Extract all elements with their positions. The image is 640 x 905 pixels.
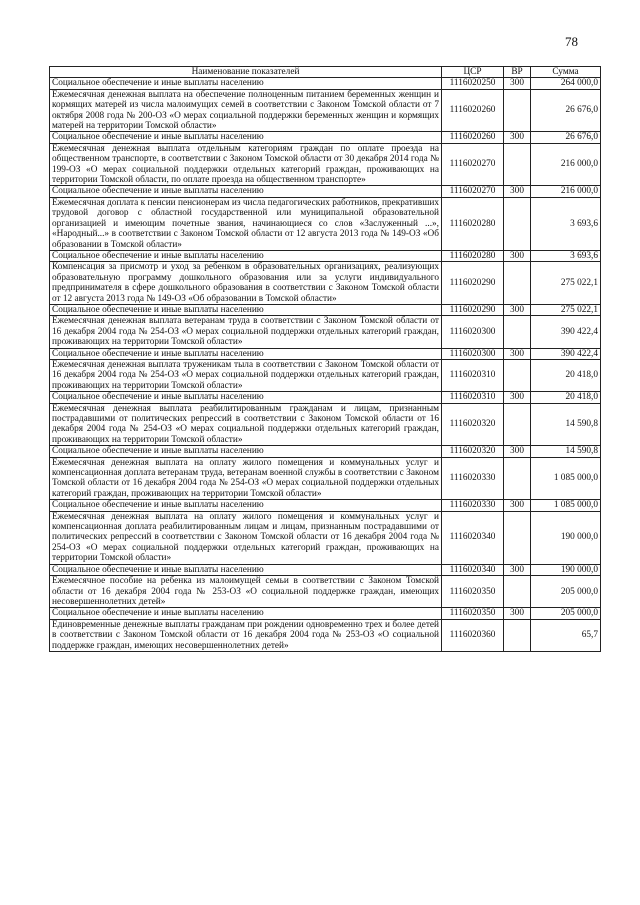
row-csr-cell: 1116020320 [442,446,504,457]
row-name-cell: Ежемесячная денежная выплата труженикам тыла в соответствии с Законом Томской области от 16 декабря 2004 года № 254-ОЗ «О мерах социальной поддержки отдельных категорий граждан, проживающих на территории Томской области» [50,359,442,391]
table-row [50,576,601,608]
row-csr-cell: 1116020260 [442,89,504,132]
table-row [50,500,601,511]
row-csr-cell: 1116020350 [442,608,504,619]
row-sum-cell: 26 676,0 [531,132,601,143]
row-sum-cell: 275 022,1 [531,304,601,315]
row-name-cell: Социальное обеспечение и иные выплаты населению [50,348,442,359]
table-header-row [50,67,601,78]
table-row [50,304,601,315]
table-row [50,608,601,619]
row-sum-cell: 190 000,0 [531,564,601,575]
row-sum-cell: 216 000,0 [531,186,601,197]
row-sum-cell: 1 085 000,0 [531,500,601,511]
row-csr-cell: 1116020360 [442,619,504,651]
row-vr-cell [504,359,531,391]
row-sum-cell: 216 000,0 [531,143,601,186]
row-csr-cell: 1116020270 [442,143,504,186]
row-name-cell: Социальное обеспечение и иные выплаты населению [50,78,442,89]
row-vr-cell: 300 [504,250,531,261]
header-name: Наименование показателей [50,67,442,78]
row-name-cell: Компенсация за присмотр и уход за ребенком в образовательных организациях, реализующих образовательную программу дошкольного образования или за услуги индивидуального предпринимателя в сфере дошкольного образования в соответствии с Законом Томской области от 12 августа 2013 года № 149-ОЗ «Об образовании в Томской области» [50,262,442,305]
row-csr-cell: 1116020290 [442,304,504,315]
row-sum-cell: 3 693,6 [531,250,601,261]
row-vr-cell [504,457,531,500]
table-row [50,564,601,575]
row-vr-cell [504,511,531,564]
row-csr-cell: 1116020280 [442,197,504,250]
row-name-cell: Ежемесячная денежная выплата реабилитированным гражданам и лицам, признанным пострадавшими от политических репрессий в соответствии с Законом Томской области от 16 декабря 2004 года № 254-ОЗ «О мерах социальной поддержки отдельных категорий граждан, проживающих на территории Томской области» [50,403,442,446]
header-csr: ЦСР [442,67,504,78]
row-sum-cell: 14 590,8 [531,403,601,446]
row-csr-cell: 1116020300 [442,348,504,359]
row-vr-cell: 300 [504,348,531,359]
row-name-cell: Социальное обеспечение и иные выплаты населению [50,500,442,511]
row-name-cell: Социальное обеспечение и иные выплаты населению [50,446,442,457]
row-vr-cell [504,316,531,348]
row-name-cell: Ежемесячная денежная выплата на обеспечение полноценным питанием беременных женщин и кормящих матерей из числа малоимущих семей в соответствии с Законом Томской области от 7 октября 2008 года № 200-ОЗ «О мерах социальной поддержки беременных женщин и кормящих матерей на территории Томской области» [50,89,442,132]
row-sum-cell: 14 590,8 [531,446,601,457]
table-row [50,186,601,197]
row-vr-cell [504,576,531,608]
row-csr-cell: 1116020290 [442,262,504,305]
row-name-cell: Ежемесячная доплата к пенсии пенсионерам из числа педагогических работников, прекративших трудовой договор с областной государственной или муниципальной образовательной организацией и имеющим почетные звания, начинающиеся со слов «Заслуженный ...», «Народный...» в соответствии с Законом Томской области от 12 августа 2013 года № 149-ОЗ «Об образовании в Томской области» [50,197,442,250]
row-csr-cell: 1116020280 [442,250,504,261]
row-name-cell: Социальное обеспечение и иные выплаты населению [50,250,442,261]
row-vr-cell: 300 [504,446,531,457]
row-vr-cell [504,197,531,250]
row-vr-cell: 300 [504,186,531,197]
row-csr-cell: 1116020330 [442,457,504,500]
row-vr-cell: 300 [504,608,531,619]
row-csr-cell: 1116020320 [442,403,504,446]
row-name-cell: Социальное обеспечение и иные выплаты населению [50,132,442,143]
table-row [50,78,601,89]
table-row [50,392,601,403]
row-sum-cell: 20 418,0 [531,392,601,403]
table-row [50,262,601,305]
row-sum-cell: 26 676,0 [531,89,601,132]
table-row [50,348,601,359]
row-sum-cell: 264 000,0 [531,78,601,89]
row-sum-cell: 275 022,1 [531,262,601,305]
table-row [50,511,601,564]
row-vr-cell [504,89,531,132]
row-sum-cell: 20 418,0 [531,359,601,391]
table-row [50,143,601,186]
row-vr-cell: 300 [504,564,531,575]
row-csr-cell: 1116020250 [442,78,504,89]
row-name-cell: Социальное обеспечение и иные выплаты населению [50,564,442,575]
table-body [50,78,601,652]
row-name-cell: Ежемесячная денежная выплата на оплату жилого помещения и коммунальных услуг и компенсационная доплата ветеранам труда, ветеранам военной службы в соответствии с Законом Томской области от 16 декабря 2004 года № 254-ОЗ «О мерах социальной поддержки отдельных категорий граждан, проживающих на территории Томской области» [50,457,442,500]
row-csr-cell: 1116020350 [442,576,504,608]
table-row [50,619,601,651]
row-csr-cell: 1116020270 [442,186,504,197]
row-sum-cell: 390 422,4 [531,348,601,359]
row-name-cell: Ежемесячная денежная выплата ветеранам труда в соответствии с Законом Томской области от 16 декабря 2004 года № 254-ОЗ «О мерах социальной поддержки отдельных категорий граждан, проживающих на территории Томской области» [50,316,442,348]
table-row [50,316,601,348]
row-name-cell: Ежемесячная денежная выплата отдельным категориям граждан по оплате проезда на общественном транспорте, в соответствии с Законом Томской области от 30 декабря 2014 года № 199-ОЗ «О мерах социальной поддержки отдельных категорий граждан, проживающих на территории Томской области, по оплате проезда на общественном транспорте» [50,143,442,186]
table-row [50,359,601,391]
row-sum-cell: 205 000,0 [531,608,601,619]
table-row [50,89,601,132]
row-vr-cell: 300 [504,78,531,89]
table-row [50,132,601,143]
table-row [50,197,601,250]
row-vr-cell: 300 [504,304,531,315]
row-name-cell: Социальное обеспечение и иные выплаты населению [50,186,442,197]
row-name-cell: Социальное обеспечение и иные выплаты населению [50,392,442,403]
row-sum-cell: 1 085 000,0 [531,457,601,500]
row-vr-cell: 300 [504,500,531,511]
row-sum-cell: 205 000,0 [531,576,601,608]
row-vr-cell: 300 [504,132,531,143]
budget-table [49,66,601,652]
row-name-cell: Ежемесячное пособие на ребенка из малоимущей семьи в соответствии с Законом Томской области от 16 декабря 2004 года № 253-ОЗ «О социальной поддержке граждан, имеющих несовершеннолетних детей» [50,576,442,608]
row-csr-cell: 1116020300 [442,316,504,348]
row-vr-cell [504,403,531,446]
row-vr-cell: 300 [504,392,531,403]
row-sum-cell: 190 000,0 [531,511,601,564]
row-name-cell: Ежемесячная денежная выплата на оплату жилого помещения и коммунальных услуг и компенсационная доплата реабилитированным лицам и лицам, признанным пострадавшими от политических репрессий в соответствии с Законом Томской области от 16 декабря 2004 года № 254-ОЗ «О мерах социальной поддержки отдельных категорий граждан, проживающих на территории Томской области» [50,511,442,564]
header-vr: ВР [504,67,531,78]
table-row [50,250,601,261]
row-name-cell: Социальное обеспечение и иные выплаты населению [50,608,442,619]
row-sum-cell: 390 422,4 [531,316,601,348]
row-vr-cell [504,262,531,305]
row-csr-cell: 1116020340 [442,564,504,575]
page-number: 78 [565,34,578,49]
row-vr-cell [504,143,531,186]
table-row [50,403,601,446]
row-name-cell: Социальное обеспечение и иные выплаты населению [50,304,442,315]
row-csr-cell: 1116020260 [442,132,504,143]
header-sum: Сумма [531,67,601,78]
row-vr-cell [504,619,531,651]
table-row [50,446,601,457]
row-csr-cell: 1116020340 [442,511,504,564]
row-sum-cell: 3 693,6 [531,197,601,250]
table-row [50,457,601,500]
row-name-cell: Единовременные денежные выплаты гражданам при рождении одновременно трех и более детей в соответствии с Законом Томской области от 16 декабря 2004 года № 253-ОЗ «О социальной поддержке граждан, имеющих несовершеннолетних детей» [50,619,442,651]
row-csr-cell: 1116020330 [442,500,504,511]
row-csr-cell: 1116020310 [442,392,504,403]
row-csr-cell: 1116020310 [442,359,504,391]
row-sum-cell: 65,7 [531,619,601,651]
